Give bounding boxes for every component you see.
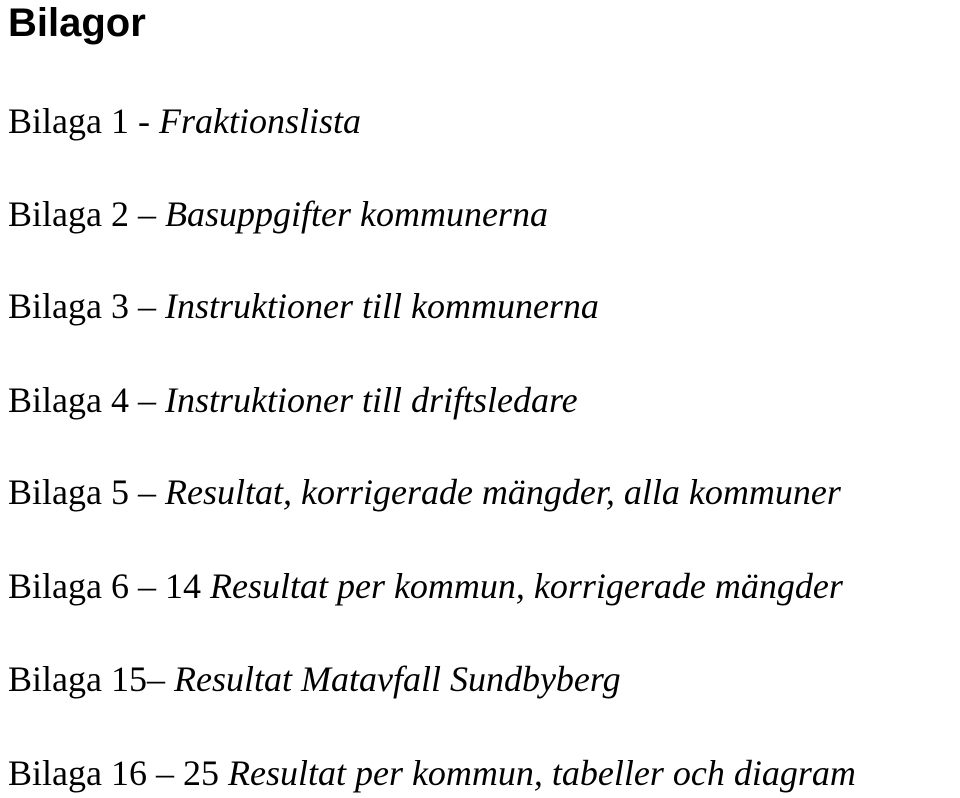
appendix-item <box>8 284 599 328</box>
appendix-item <box>8 657 621 701</box>
appendix-title: Fraktionslista <box>158 101 361 141</box>
appendix-title: Resultat Matavfall Sundbyberg <box>173 659 621 699</box>
appendix-item <box>8 470 841 514</box>
appendix-number: Bilaga 4 – <box>8 380 165 420</box>
appendix-title: Resultat per kommun, tabeller och diagram <box>227 753 856 793</box>
appendix-number: Bilaga 1 - <box>8 101 159 141</box>
appendix-item <box>8 378 578 422</box>
appendix-number: Bilaga 16 – 25 <box>8 753 228 793</box>
appendix-number: Bilaga 3 – <box>8 286 165 326</box>
appendix-number: Bilaga 2 – <box>8 194 165 234</box>
appendix-title: Basuppgifter kommunerna <box>164 194 548 234</box>
appendix-title: Instruktioner till driftsledare <box>164 380 578 420</box>
appendix-item <box>8 99 361 143</box>
appendix-item <box>8 751 856 795</box>
appendix-item <box>8 564 843 608</box>
appendix-title: Instruktioner till kommunerna <box>164 286 599 326</box>
appendix-title: Resultat per kommun, korrigerade mängder <box>209 566 843 606</box>
appendix-number: Bilaga 6 – 14 <box>8 566 210 606</box>
appendix-title: Resultat, korrigerade mängder, alla kommuner <box>164 472 841 512</box>
appendix-number: Bilaga 15– <box>8 659 174 699</box>
appendix-item <box>8 192 548 236</box>
page-title: Bilagor <box>8 1 146 45</box>
appendix-number: Bilaga 5 – <box>8 472 165 512</box>
